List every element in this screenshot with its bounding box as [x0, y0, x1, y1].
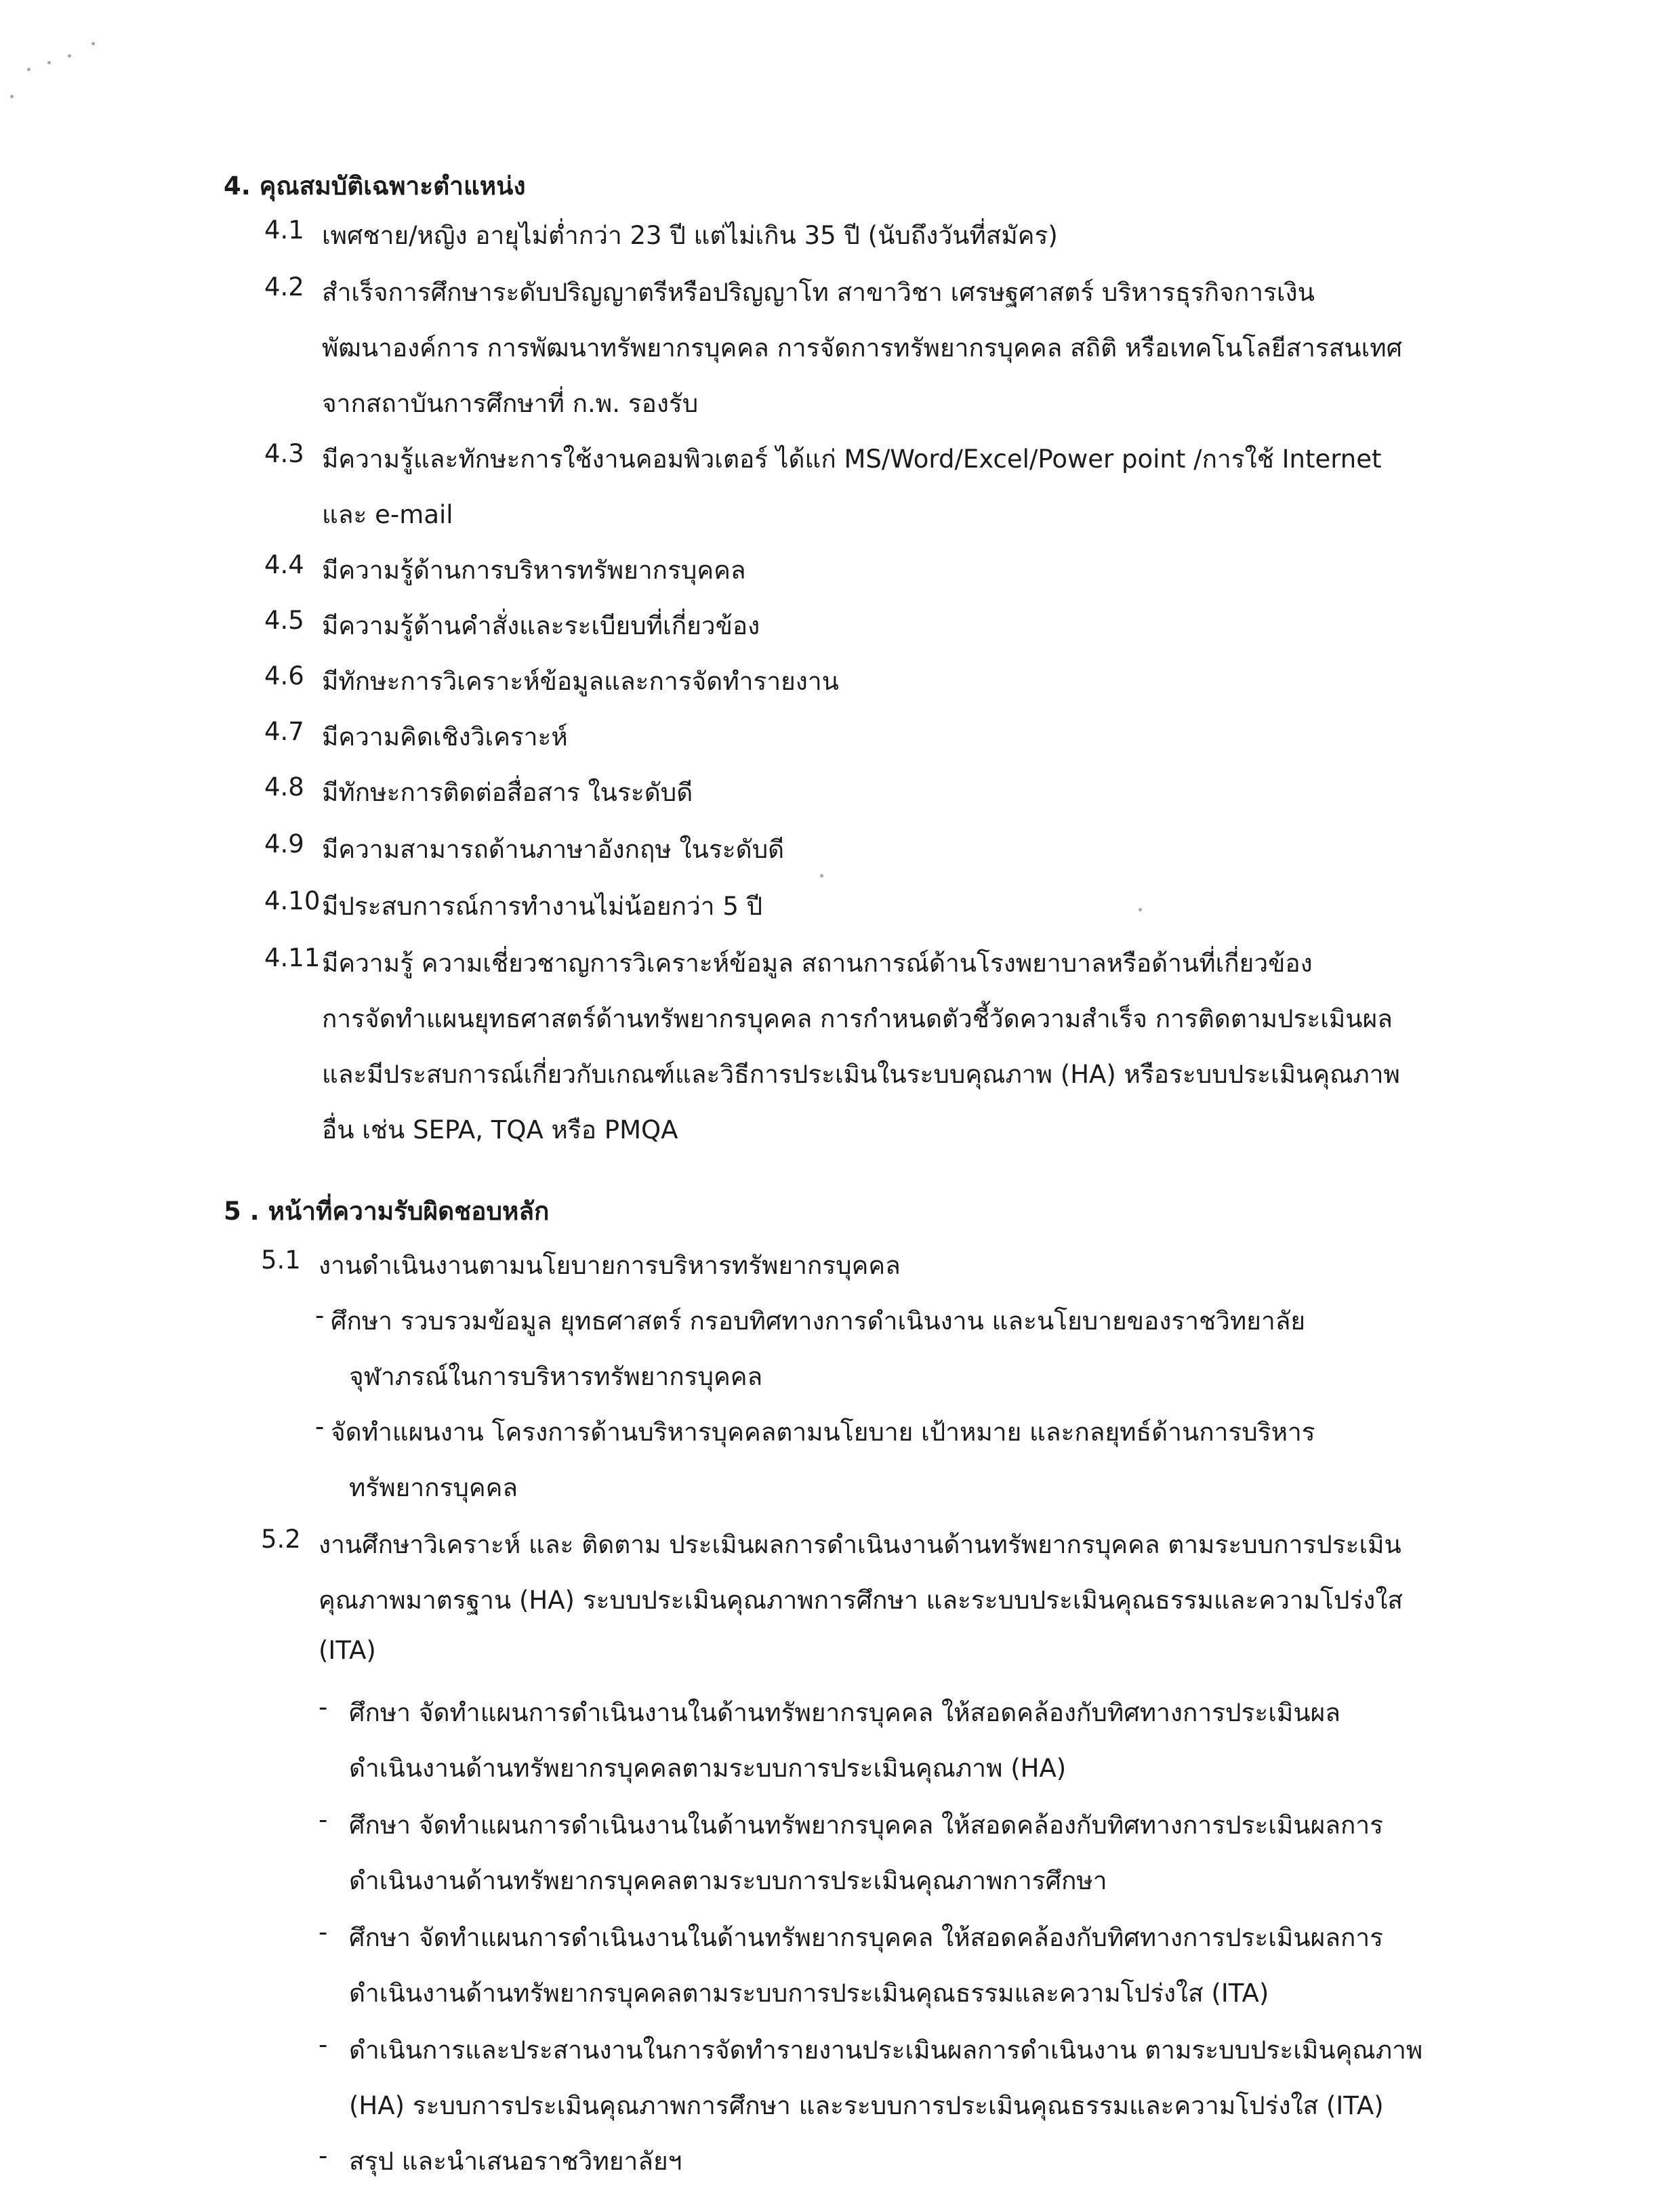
bullet-text: ทรัพยากรบุคคล [349, 1473, 518, 1502]
bullet-text: (HA) ระบบการประเมินคุณภาพการศึกษา และระบบการประเมินคุณธรรมและความโปร่งใส (ITA) [349, 2091, 1384, 2120]
item-text: การจัดทำแผนยุทธศาสตร์ด้านทรัพยากรบุคคล การกำหนดตัวชี้วัดความสำเร็จ การติดตามประเมินผล [322, 1004, 1393, 1033]
item-text: มีทักษะการวิเคราะห์ข้อมูลและการจัดทำรายงาน [322, 667, 839, 696]
item-text: มีความรู้ ความเชี่ยวชาญการวิเคราะห์ข้อมูล สถานการณ์ด้านโรงพยาบาลหรือด้านที่เกี่ยวข้อง [322, 949, 1313, 978]
item-text: งานดำเนินงานตามนโยบายการบริหารทรัพยากรบุคคล [319, 1251, 901, 1280]
item-text: มีความรู้ด้านการบริหารทรัพยากรบุคคล [322, 556, 746, 585]
bullet-text: ศึกษา จัดทำแผนการดำเนินงานในด้านทรัพยากรบุคคล ให้สอดคล้องกับทิศทางการประเมินผลการ [349, 1811, 1384, 1840]
item-text: และมีประสบการณ์เกี่ยวกับเกณฑ์และวิธีการประเมินในระบบคุณภาพ (HA) หรือระบบประเมินคุณภาพ [322, 1060, 1400, 1089]
bullet-text: ดำเนินงานด้านทรัพยากรบุคคลตามระบบการประเมินคุณภาพ (HA) [349, 1754, 1067, 1783]
item-text: มีประสบการณ์การทำงานไม่น้อยกว่า 5 ปี [322, 892, 763, 921]
bullet-text: ดำเนินงานด้านทรัพยากรบุคคลตามระบบการประเมินคุณภาพการศึกษา [349, 1866, 1107, 1895]
item-number: 4.4 [264, 550, 304, 579]
scan-speck [68, 54, 71, 58]
item-text: และ e-mail [322, 500, 453, 529]
item-number: 4.1 [264, 215, 304, 245]
item-text: (ITA) [319, 1636, 376, 1665]
bullet-text: ดำเนินการและประสานงานในการจัดทำรายงานประเมินผลการดำเนินงาน ตามระบบประเมินคุณภาพ [349, 2036, 1423, 2065]
item-text: อื่น เช่น SEPA, TQA หรือ PMQA [322, 1115, 678, 1144]
bullet-text: ศึกษา รวบรวมข้อมูล ยุทธศาสตร์ กรอบทิศทางการดำเนินงาน และนโยบายของราชวิทยาลัย [331, 1306, 1306, 1336]
section-5-heading: 5 . หน้าที่ความรับผิดชอบหลัก [224, 1197, 550, 1226]
bullet-marker: - [319, 2030, 328, 2059]
item-number: 4.2 [264, 272, 304, 302]
bullet-text: ดำเนินงานด้านทรัพยากรบุคคลตามระบบการประเมินคุณธรรมและความโปร่งใส (ITA) [349, 1979, 1269, 2008]
bullet-marker: - [319, 1693, 328, 1722]
bullet-text: จัดทำแผนงาน โครงการด้านบริหารบุคคลตามนโยบาย เป้าหมาย และกลยุทธ์ด้านการบริหาร [331, 1418, 1315, 1447]
item-text: สำเร็จการศึกษาระดับปริญญาตรีหรือปริญญาโท สาขาวิชา เศรษฐศาสตร์ บริหารธุรกิจการเงิน [322, 278, 1315, 307]
item-number: 4.9 [264, 829, 304, 859]
scan-speck [47, 61, 51, 64]
scan-speck [1139, 908, 1142, 911]
item-text: พัฒนาองค์การ การพัฒนาทรัพยากรบุคคล การจัดการทรัพยากรบุคคล สถิติ หรือเทคโนโลยีสารสนเทศ [322, 333, 1403, 363]
item-text: จากสถาบันการศึกษาที่ ก.พ. รองรับ [322, 389, 699, 418]
item-number: 4.5 [264, 606, 304, 635]
section-4-heading: 4. คุณสมบัติเฉพาะตำแหน่ง [224, 171, 526, 201]
bullet-marker: - [315, 1301, 325, 1330]
item-number: 5.1 [261, 1245, 301, 1275]
item-text: มีทักษะการติดต่อสื่อสาร ในระดับดี [322, 778, 693, 807]
bullet-marker: - [315, 1412, 325, 1441]
bullet-text: ศึกษา จัดทำแผนการดำเนินงานในด้านทรัพยากรบุคคล ให้สอดคล้องกับทิศทางการประเมินผล [349, 1698, 1340, 1727]
scan-speck [10, 95, 14, 98]
item-number: 4.11 [264, 943, 321, 972]
scan-speck [27, 68, 30, 71]
item-number: 4.6 [264, 661, 304, 690]
bullet-marker: - [319, 2141, 328, 2170]
item-text: มีความรู้และทักษะการใช้งานคอมพิวเตอร์ ได้แก่ MS/Word/Excel/Power point /การใช้ Internet [322, 445, 1382, 474]
scan-speck [91, 42, 95, 45]
bullet-marker: - [319, 1805, 328, 1834]
bullet-text: จุฬาภรณ์ในการบริหารทรัพยากรบุคคล [349, 1362, 763, 1391]
item-number: 4.3 [264, 439, 304, 468]
item-number: 4.8 [264, 772, 304, 802]
bullet-text: สรุป และนำเสนอราชวิทยาลัยฯ [349, 2147, 682, 2176]
item-text: มีความรู้ด้านคำสั่งและระเบียบที่เกี่ยวข้อง [322, 611, 760, 640]
item-number: 4.7 [264, 717, 304, 746]
bullet-text: ศึกษา จัดทำแผนการดำเนินงานในด้านทรัพยากรบุคคล ให้สอดคล้องกับทิศทางการประเมินผลการ [349, 1923, 1384, 1952]
item-text: มีความสามารถด้านภาษาอังกฤษ ในระดับดี [322, 835, 785, 864]
item-text: คุณภาพมาตรฐาน (HA) ระบบประเมินคุณภาพการศึกษา และระบบประเมินคุณธรรมและความโปร่งใส [319, 1586, 1403, 1615]
item-text: งานศึกษาวิเคราะห์ และ ติดตาม ประเมินผลการดำเนินงานด้านทรัพยากรบุคคล ตามระบบการประเมิน [319, 1530, 1401, 1559]
bullet-marker: - [319, 1918, 328, 1947]
scan-speck [820, 874, 823, 878]
item-number: 4.10 [264, 886, 321, 915]
item-text: เพศชาย/หญิง อายุไม่ต่ำกว่า 23 ปี แต่ไม่เกิน 35 ปี (นับถึงวันที่สมัคร) [322, 221, 1058, 250]
item-number: 5.2 [261, 1525, 301, 1554]
item-text: มีความคิดเชิงวิเคราะห์ [322, 722, 568, 751]
